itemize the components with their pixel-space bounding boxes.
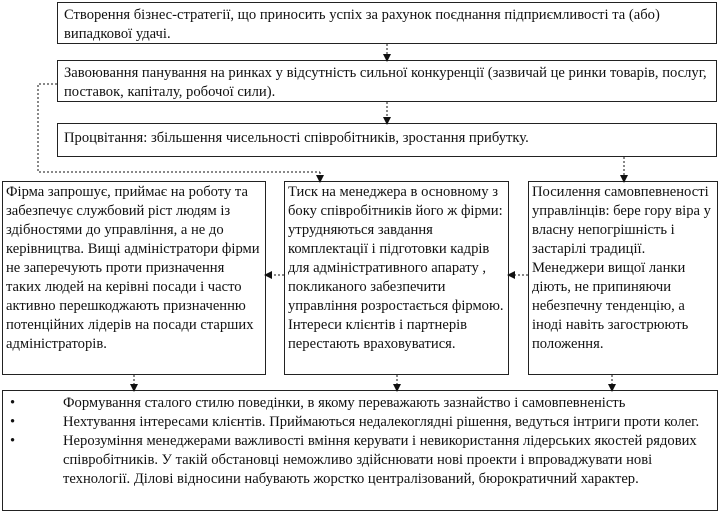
result-text: Нехтування інтересами клієнтів. Приймаються недалекоглядні рішення, ведуться інтриги проти колег. xyxy=(63,414,700,430)
bullet-icon: • xyxy=(10,433,16,449)
strategy-text: Створення бізнес-стратегії, що приносить успіх за рахунок поєднання підприємливості та (або) випадкової удачі. xyxy=(64,7,660,42)
hiring-managers-text: Фірма запрошує, приймає на роботу та забезпечує службовий ріст людям із здібностями до управління, а не до керівництва. Вищі адміністратори фірми не заперечують проти призначення таких людей на керівні посади і часто активно перешкоджають призначенню потенційних лідерів на посади старших адміністраторів. xyxy=(6,184,260,352)
result-text: Нерозуміння менеджерами важливості вміння керувати і невикористання лідерських якостей рядових співробітників. У такій обстановці неможливо здійснювати нові проекти і впроваджувати нові технології. Ділові відносини набувають жорстко централізований, бюрократичний характер. xyxy=(63,433,697,487)
hiring-managers-box xyxy=(2,181,266,375)
result-text: Формування сталого стилю поведінки, в якому переважають зазнайство і самовпевненість xyxy=(63,395,626,411)
pressure-on-manager-box xyxy=(284,181,509,375)
result-item xyxy=(7,394,713,413)
bullet-icon: • xyxy=(10,395,16,411)
results-box xyxy=(2,390,718,511)
overconfidence-text: Посилення самовпевненості управлінців: бере гору віра у власну непогрішність і застарілі традиції. Менеджери вищої ланки діють, не припиняючи небезпечну тенденцію, а іноді навіть загострюють положення. xyxy=(532,184,711,352)
market-dominance-box xyxy=(57,60,717,102)
market-dominance-text: Завоювання панування на ринках у відсутність сильної конкуренції (зазвичай це ринки товарів, послуг, поставок, капіталу, робочої сили). xyxy=(64,65,707,100)
overconfidence-box xyxy=(528,181,718,375)
prosperity-text: Процвітання: збільшення чисельності співробітників, зростання прибутку. xyxy=(64,130,529,146)
pressure-on-manager-text: Тиск на менеджера в основному з боку співробітників його ж фірми: утрудняються завдання комплектації і підготовки кадрів для адміністративного апарату , покликаного забезпечити управління розростається фірмою. Інтереси клієнтів і партнерів перестають враховуватися. xyxy=(288,184,504,352)
result-item xyxy=(7,413,713,432)
prosperity-box xyxy=(57,123,717,157)
result-item xyxy=(7,432,713,489)
strategy-box xyxy=(57,2,717,44)
bullet-icon: • xyxy=(10,414,16,430)
